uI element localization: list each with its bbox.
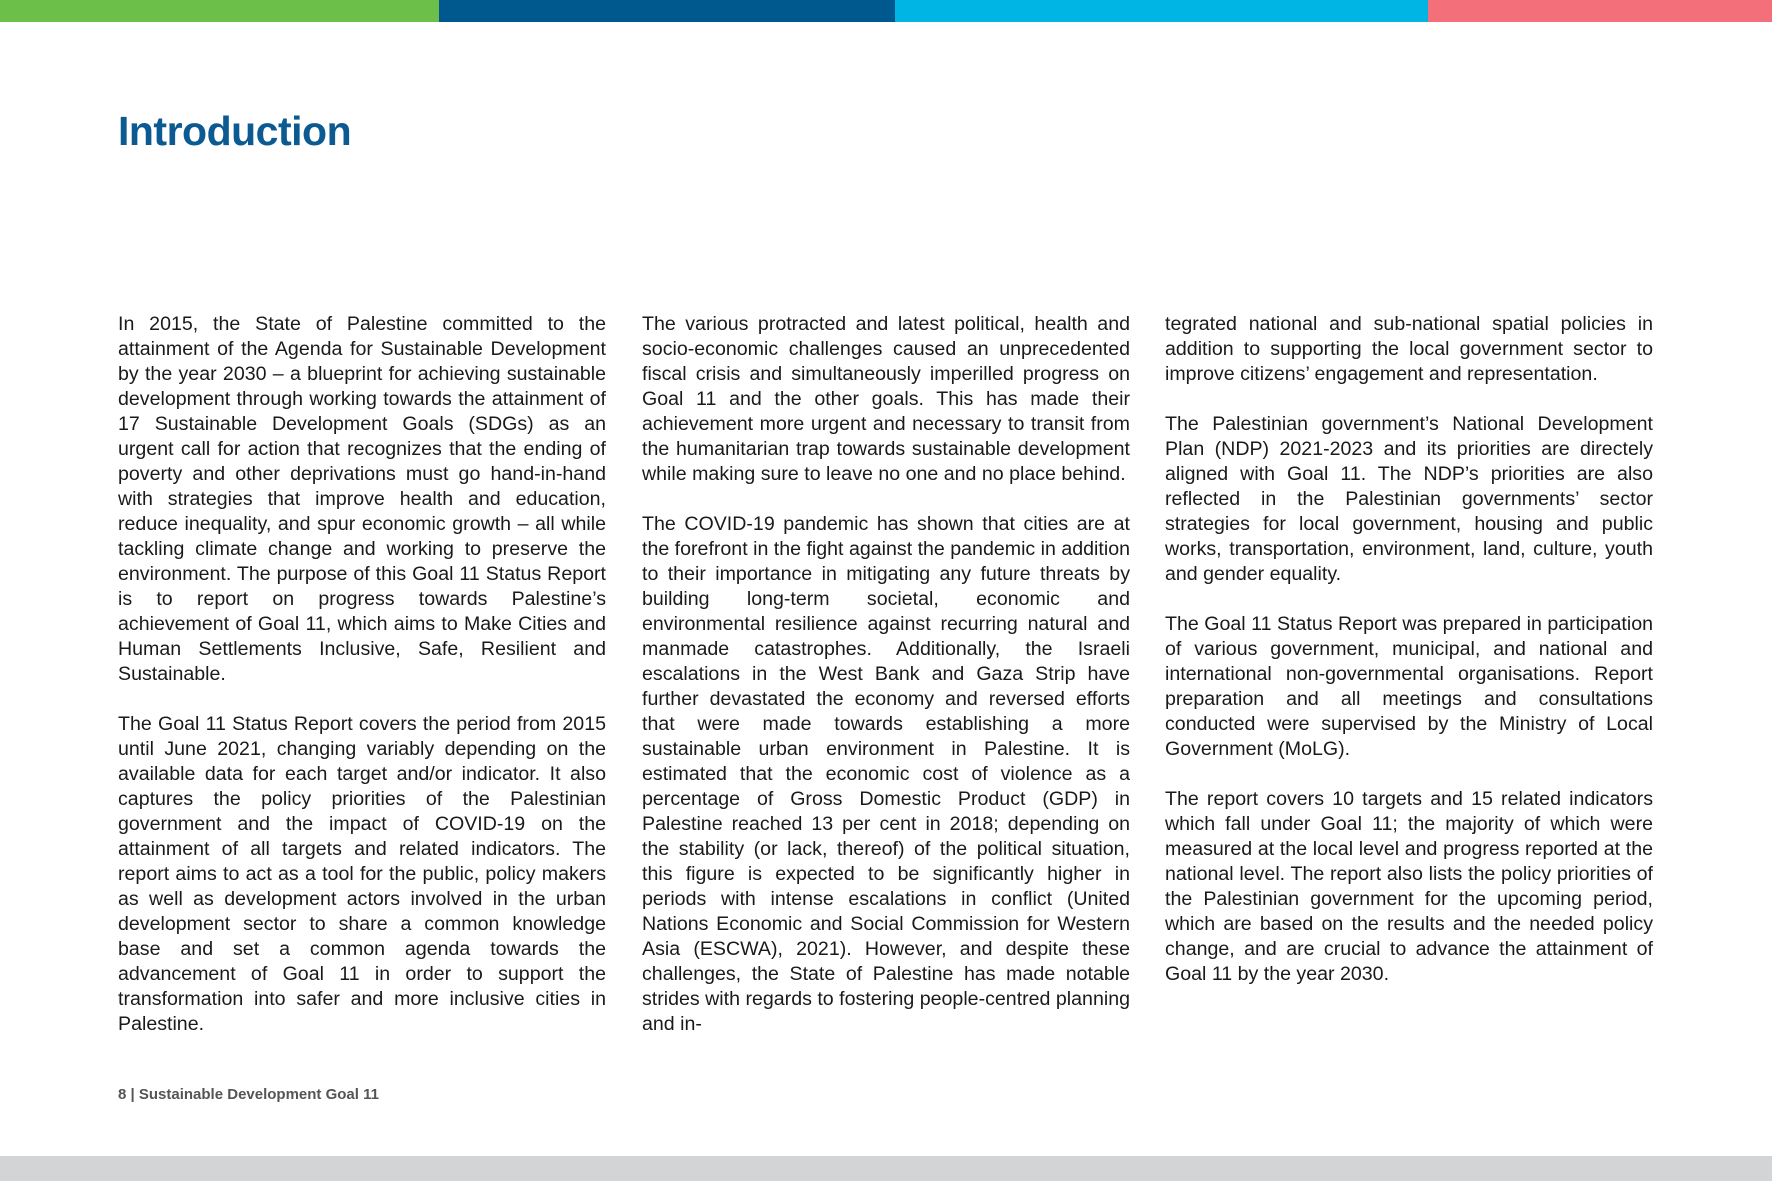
top-color-bar (0, 0, 1772, 22)
text-column-1 (118, 312, 606, 1062)
paragraph: In 2015, the State of Palestine committed to the attainment of the Agenda for Sustainable Development by the year 2030 – a blueprint for achieving sustainable development through working towards the attainment of 17 Sustainable Development Goals (SDGs) as an urgent call for action that recognizes that the ending of poverty and other deprivations must go hand-in-hand with strategies that improve health and education, reduce inequality, and spur economic growth – all while tackling climate change and working to preserve the environment. The purpose of this Goal 11 Status Report is to report on progress towards Palestine’s achievement of Goal 11, which aims to Make Cities and Human Settlements Inclusive, Safe, Resilient and Sustainable. (118, 313, 606, 685)
top-bar-navy-segment (439, 0, 895, 22)
text-column-3 (1165, 312, 1653, 1012)
paragraph: The COVID-19 pandemic has shown that cities are at the forefront in the fight against the pandemic in addition to their importance in mitigating any future threats by building long-term societal, economic and environmental resilience against recurring natural and manmade catastrophes. Additionally, the Israeli escalations in the West Bank and Gaza Strip have further devastated the economy and reversed efforts that were made towards establishing a more sustainable urban environment in Palestine. It is estimated that the economic cost of violence as a percentage of Gross Domestic Product (GDP) in Palestine reached 13 per cent in 2018; depending on the stability (or lack, thereof) of the political situation, this figure is expected to be significantly higher in periods with intense escalations in conflict (United Nations Economic and Social Commission for Western Asia (ESCWA), 2021). However, and despite these challenges, the State of Palestine has made notable strides with regards to fostering people-centred planning and in- (642, 513, 1130, 1035)
top-bar-red-segment (1428, 0, 1772, 22)
paragraph: The Goal 11 Status Report covers the period from 2015 until June 2021, changing variably depending on the available data for each target and/or indicator. It also captures the policy priorities of the Palestinian government and the impact of COVID-19 on the attainment of all targets and related indicators. The report aims to act as a tool for the public, policy makers as well as development actors involved in the urban development sector to share a common knowledge base and set a common agenda towards the advancement of Goal 11 in order to support the transformation into safer and more inclusive cities in Palestine. (118, 713, 606, 1035)
paragraph: The Goal 11 Status Report was prepared in participation of various government, municipal, and national and international non-governmental organisations. Report preparation and all meetings and consultations conducted were supervised by the Ministry of Local Government (MoLG). (1165, 613, 1653, 760)
paragraph: The Palestinian government’s National Development Plan (NDP) 2021-2023 and its priorities are directely aligned with Goal 11. The NDP’s priorities are also reflected in the Palestinian governments’ sector strategies for local government, housing and public works, transportation, environment, land, culture, youth and gender equality. (1165, 413, 1653, 585)
paragraph: The report covers 10 targets and 15 related indicators which fall under Goal 11; the majority of which were measured at the local level and progress reported at the national level. The report also lists the policy priorities of the Palestinian government for the upcoming period, which are based on the results and the needed policy change, and are crucial to advance the attainment of Goal 11 by the year 2030. (1165, 788, 1653, 985)
paragraph: tegrated national and sub-national spatial policies in addition to supporting the local government sector to improve citizens’ engagement and representation. (1165, 313, 1653, 385)
bottom-gray-bar (0, 1156, 1772, 1181)
text-column-2 (642, 312, 1130, 1062)
top-bar-green-segment (0, 0, 439, 22)
page-title: Introduction (118, 108, 352, 154)
page-footer: 8 | Sustainable Development Goal 11 (118, 1086, 379, 1103)
paragraph: The various protracted and latest political, health and socio-economic challenges caused an unprecedented fiscal crisis and simultaneously imperilled progress on Goal 11 and the other goals. This has made their achievement more urgent and necessary to transit from the humanitarian trap towards sustainable development while making sure to leave no one and no place behind. (642, 313, 1130, 485)
top-bar-cyan-segment (895, 0, 1428, 22)
